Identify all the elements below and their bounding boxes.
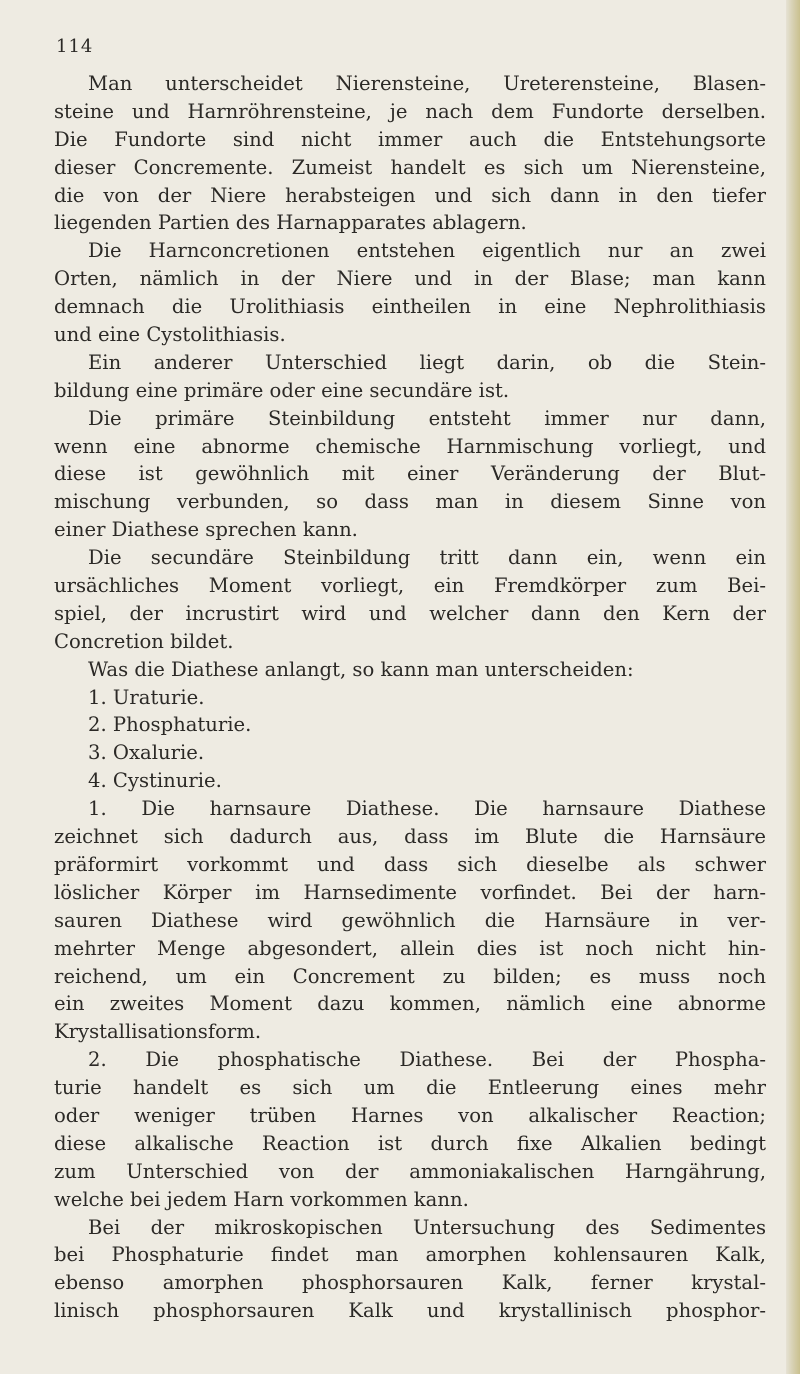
text-line: reichend, um ein Concrement zu bilden; es muss noch [54,964,766,988]
list-item: 4. Cystinurie. [88,769,222,793]
list-item: 2. Phosphaturie. [88,713,252,737]
text-line: ein zweites Moment dazu kommen, nämlich eine abnorme [54,992,766,1016]
text-line: Was die Diathese anlangt, so kann man unterscheiden: [88,657,634,681]
text-line: 2. Die phosphatische Diathese. Bei der Phospha- [88,1048,766,1072]
text-line: wenn eine abnorme chemische Harnmischung vorliegt, und [54,434,766,458]
text-line: steine und Harnröhrensteine, je nach dem Fundorte derselben. [54,99,766,123]
text-line: turie handelt es sich um die Entleerung eines mehr [54,1076,766,1100]
text-line: Die Harnconcretionen entstehen eigentlich nur an zwei [88,239,766,263]
page-edge [786,0,800,1374]
text-line: dieser Concremente. Zumeist handelt es sich um Nierensteine, [54,155,766,179]
text-line: diese alkalische Reaction ist durch fixe Alkalien bedingt [54,1131,766,1155]
text-line: Die secundäre Steinbildung tritt dann ein, wenn ein [88,546,766,570]
text-line: Die Fundorte sind nicht immer auch die Entstehungsorte [54,127,766,151]
text-line: mehrter Menge abgesondert, allein dies ist noch nicht hin- [54,936,766,960]
text-line: zeichnet sich dadurch aus, dass im Blute die Harnsäure [54,825,766,849]
text-line: Ein anderer Unterschied liegt darin, ob die Stein- [88,350,766,374]
text-line: einer Diathese sprechen kann. [54,518,358,542]
text-line: präformirt vorkommt und dass sich dieselbe als schwer [54,852,766,876]
text-line: welche bei jedem Harn vorkommen kann. [54,1187,469,1211]
text-line: Orten, nämlich in der Niere und in der Blase; man kann [54,267,766,291]
text-line: Krystallisationsform. [54,1020,262,1044]
body-text [54,70,766,1325]
text-line: Bei der mikroskopischen Untersuchung des Sedimentes [88,1215,766,1239]
text-line: die von der Niere herabsteigen und sich dann in den tiefer [54,183,766,207]
text-line: ursächliches Moment vorliegt, ein Fremdkörper zum Bei- [54,574,766,598]
text-line: 1. Die harnsaure Diathese. Die harnsaure Diathese [88,797,766,821]
text-line: zum Unterschied von der ammoniakalischen Harngährung, [54,1159,766,1183]
text-line: linisch phosphorsauren Kalk und krystallinisch phosphor- [54,1299,766,1323]
text-line: Man unterscheidet Nierensteine, Ureterensteine, Blasen- [88,72,766,95]
text-line: löslicher Körper im Harnsedimente vorfindet. Bei der harn- [54,880,766,904]
text-line: bildung eine primäre oder eine secundäre ist. [54,378,510,402]
text-line: demnach die Urolithiasis eintheilen in eine Nephrolithiasis [54,295,766,319]
text-line: oder weniger trüben Harnes von alkalischer Reaction; [54,1103,766,1127]
page-number: 114 [56,36,94,57]
list-item: 1. Uraturie. [88,685,205,709]
text-line: ebenso amorphen phosphorsauren Kalk, ferner krystal- [54,1271,766,1295]
text-line: bei Phosphaturie findet man amorphen kohlensauren Kalk, [54,1243,766,1267]
text-line: und eine Cystolithiasis. [54,323,286,347]
text-line: liegenden Partien des Harnapparates ablagern. [54,211,527,235]
text-line: sauren Diathese wird gewöhnlich die Harnsäure in ver- [54,908,766,932]
text-line: spiel, der incrustirt wird und welcher dann den Kern der [54,601,766,625]
text-line: mischung verbunden, so dass man in diesem Sinne von [54,490,766,514]
text-line: Concretion bildet. [54,629,234,653]
text-line: diese ist gewöhnlich mit einer Veränderung der Blut- [54,462,766,486]
list-item: 3. Oxalurie. [88,741,205,765]
text-line: Die primäre Steinbildung entsteht immer nur dann, [88,406,766,430]
